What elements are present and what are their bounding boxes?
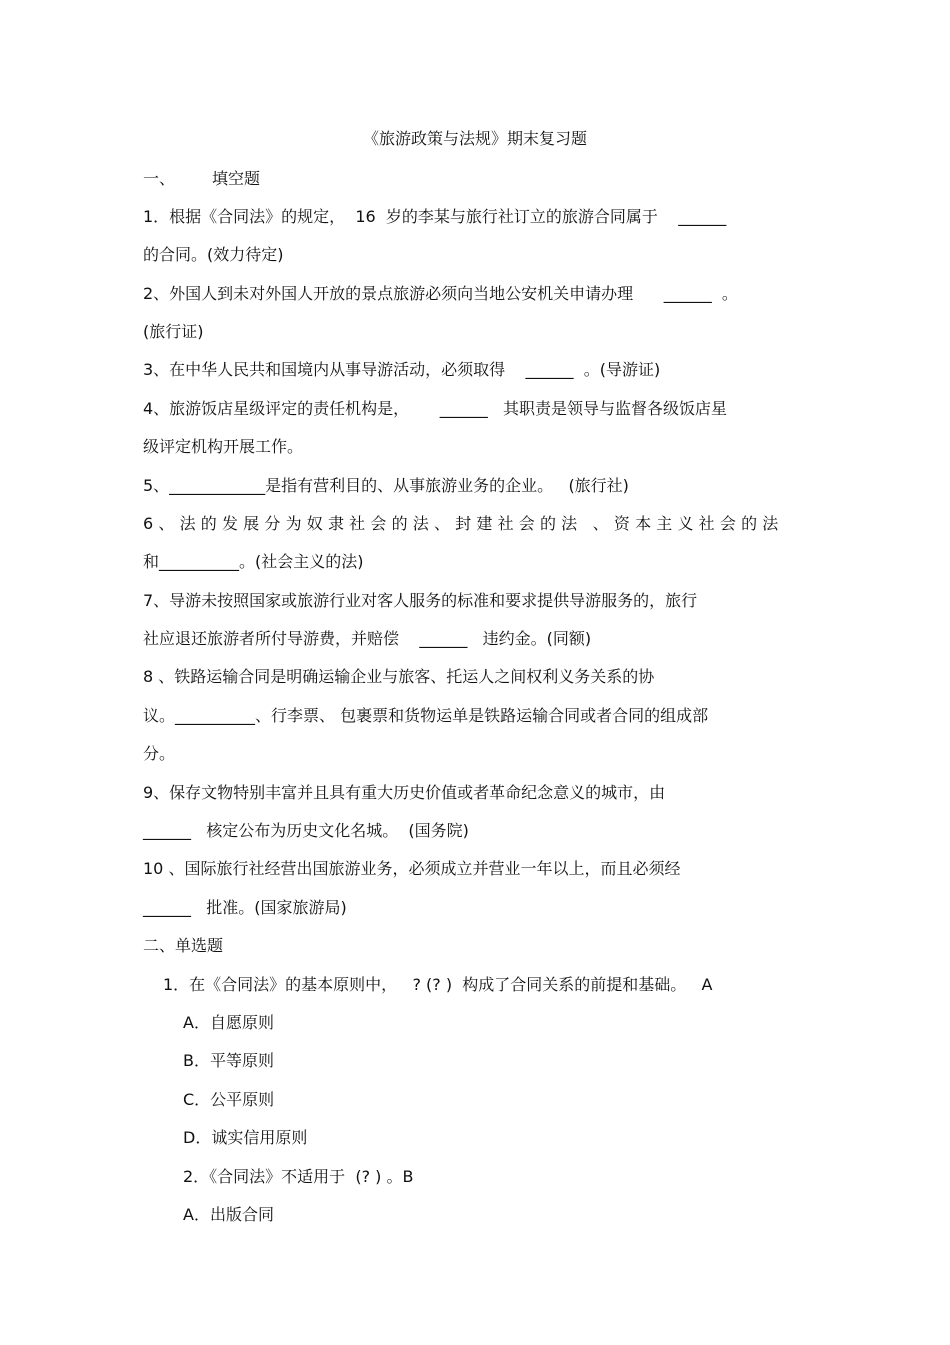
section1-number: 一、 xyxy=(143,169,176,188)
doc-title: 《旅游政策与法规》期末复习题 xyxy=(362,129,587,148)
fill-line: 和__________。(社会主义的法) xyxy=(143,552,364,571)
question-stem: 1．在《合同法》的基本原则中， ? (? ) 构成了合同关系的前提和基础。 A xyxy=(163,975,713,994)
fill-line: 分。 xyxy=(143,744,176,763)
fill-line: 3、在中华人民共和国境内从事导游活动，必须取得 ______ 。(导游证) xyxy=(143,360,661,379)
fill-line: ______ 批准。(国家旅游局) xyxy=(143,898,347,917)
section1-title: 填空题 xyxy=(212,169,261,188)
question-option: A．自愿原则 xyxy=(183,1013,274,1032)
fill-line: 1．根据《合同法》的规定， 16 岁的李某与旅行社订立的旅游合同属于 ______ xyxy=(143,207,727,226)
question-option: D．诚实信用原则 xyxy=(183,1128,308,1147)
fill-line: 的合同。(效力待定) xyxy=(143,245,284,264)
fill-line: 议。__________、行李票、 包裹票和货物运单是铁路运输合同或者合同的组成部 xyxy=(143,706,709,725)
fill-line: ______ 核定公布为历史文化名城。 (国务院) xyxy=(143,821,469,840)
section2-title: 二、单选题 xyxy=(143,936,224,955)
fill-line: 8 、铁路运输合同是明确运输企业与旅客、托运人之间权利义务关系的协 xyxy=(143,667,655,686)
question-option: A．出版合同 xyxy=(183,1205,274,1224)
fill-line: 4、旅游饭店星级评定的责任机构是， ______ 其职责是领导与监督各级饭店星 xyxy=(143,399,727,418)
question-option: C．公平原则 xyxy=(183,1090,275,1109)
fill-line: (旅行证) xyxy=(143,322,204,341)
fill-line: 9、保存文物特别丰富并且具有重大历史价值或者革命纪念意义的城市，由 xyxy=(143,783,666,802)
fill-line: 10 、国际旅行社经营出国旅游业务，必须成立并营业一年以上，而且必须经 xyxy=(143,859,681,878)
fill-line: 级评定机构开展工作。 xyxy=(143,437,304,456)
fill-line: 6、法的发展分为奴隶社会的法、封建社会的法 、资本主义社会的法 xyxy=(143,514,784,533)
fill-line: 2、外国人到未对外国人开放的景点旅游必须向当地公安机关申请办理 ______ 。 xyxy=(143,284,738,303)
question-option: B．平等原则 xyxy=(183,1051,274,1070)
fill-line: 5、____________是指有营利目的、从事旅游业务的企业。 (旅行社) xyxy=(143,476,629,495)
fill-line: 7、导游未按照国家或旅游行业对客人服务的标准和要求提供导游服务的，旅行 xyxy=(143,591,698,610)
fill-line: 社应退还旅游者所付导游费，并赔偿 ______ 违约金。(同额) xyxy=(143,629,592,648)
question-stem: 2．《合同法》不适用于 (? ) 。B xyxy=(183,1167,414,1186)
